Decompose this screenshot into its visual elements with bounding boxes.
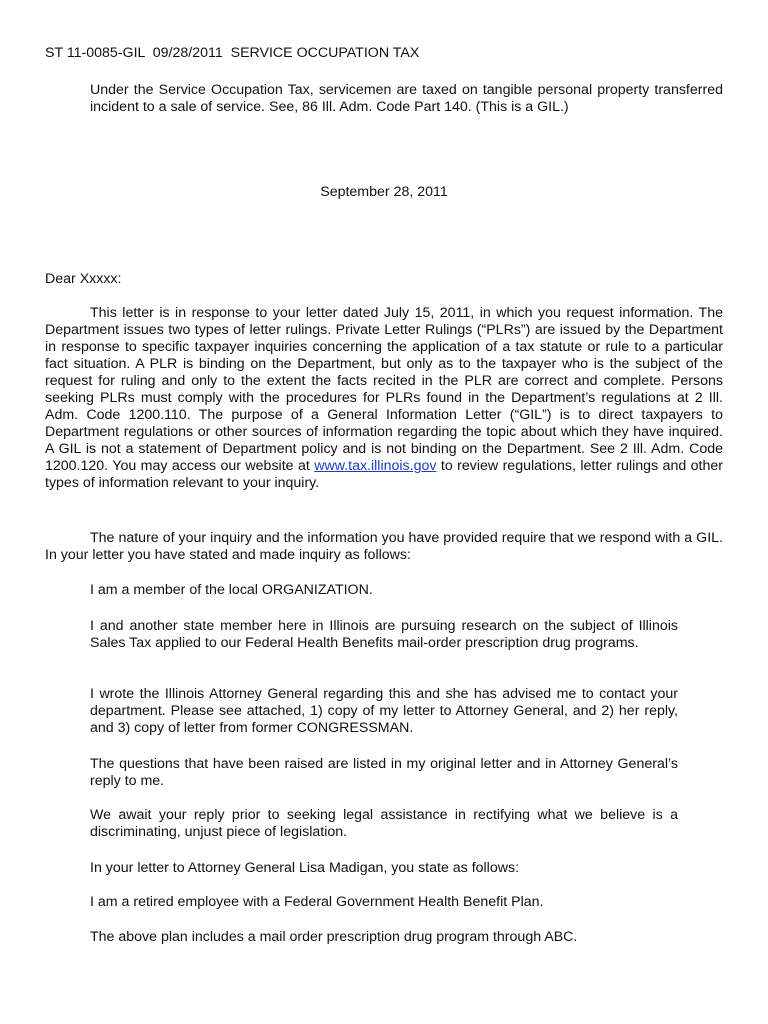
quoted-paragraph: I am a member of the local ORGANIZATION. (90, 582, 373, 598)
paragraph-letter-rulings (45, 305, 723, 492)
letter-date: September 28, 2011 (320, 184, 448, 200)
salutation: Dear Xxxxx: (45, 271, 122, 287)
quoted-paragraph: The questions that have been raised are listed in my original letter and in Attorney General’s reply to me. (90, 756, 678, 789)
quoted-paragraph: The above plan includes a mail order prescription drug program through ABC. (90, 929, 578, 945)
paragraph-text-before-link: This letter is in response to your letter dated July 15, 2011, in which you request information. The Department issues two types of letter rulings. Private Letter Rulings (“PLRs”) are issued by the Department in response to specific taxpayer inquiries concerning the application of a tax statute or rule to a particular fact situation. A PLR is binding on the Department, but only as to the taxpayer who is the subject of the request for ruling and only to the extent the facts recited in the PLR are correct and complete. Persons seeking PLRs must comply with the procedures for PLRs found in the Department’s regulations at 2 Ill. Adm. Code 1200.110. The purpose of a General Information Letter (“GIL”) is to direct taxpayers to Department regulations or other sources of information regarding the topic about which they have inquired. A GIL is not a statement of Department policy and is not binding on the Department. See 2 Ill. Adm. Code 1200.120. You may access our website at (45, 305, 723, 474)
quoted-paragraph: I wrote the Illinois Attorney General regarding this and she has advised me to contact your department. Please see attached, 1) copy of my letter to Attorney General, and 2) her reply, and 3) copy of letter from former CONGRESSMAN. (90, 686, 678, 736)
paragraph-text-after-link: to review regulations, letter rulings and other types of information relevant to your inquiry. (45, 458, 723, 491)
quoted-paragraph: In your letter to Attorney General Lisa Madigan, you state as follows: (90, 860, 520, 876)
paragraph-inquiry-intro: The nature of your inquiry and the information you have provided require that we respond with a GIL. In your letter you have stated and made inquiry as follows: (45, 530, 723, 563)
quoted-paragraph: I am a retired employee with a Federal Government Health Benefit Plan. (90, 894, 544, 910)
quoted-paragraph: I and another state member here in Illinois are pursuing research on the subject of Illinois Sales Tax applied to our Federal Health Benefits mail-order prescription drug programs. (90, 618, 678, 651)
quoted-paragraph: We await your reply prior to seeking legal assistance in rectifying what we believe is a discriminating, unjust piece of legislation. (90, 807, 678, 840)
website-link[interactable]: www.tax.illinois.gov (314, 458, 437, 474)
ruling-summary: Under the Service Occupation Tax, servicemen are taxed on tangible personal property transferred incident to a sale of service. See, 86 Ill. Adm. Code Part 140. (This is a GIL.) (90, 82, 723, 115)
document-header: ST 11-0085-GIL 09/28/2011 SERVICE OCCUPATION TAX (45, 45, 420, 61)
